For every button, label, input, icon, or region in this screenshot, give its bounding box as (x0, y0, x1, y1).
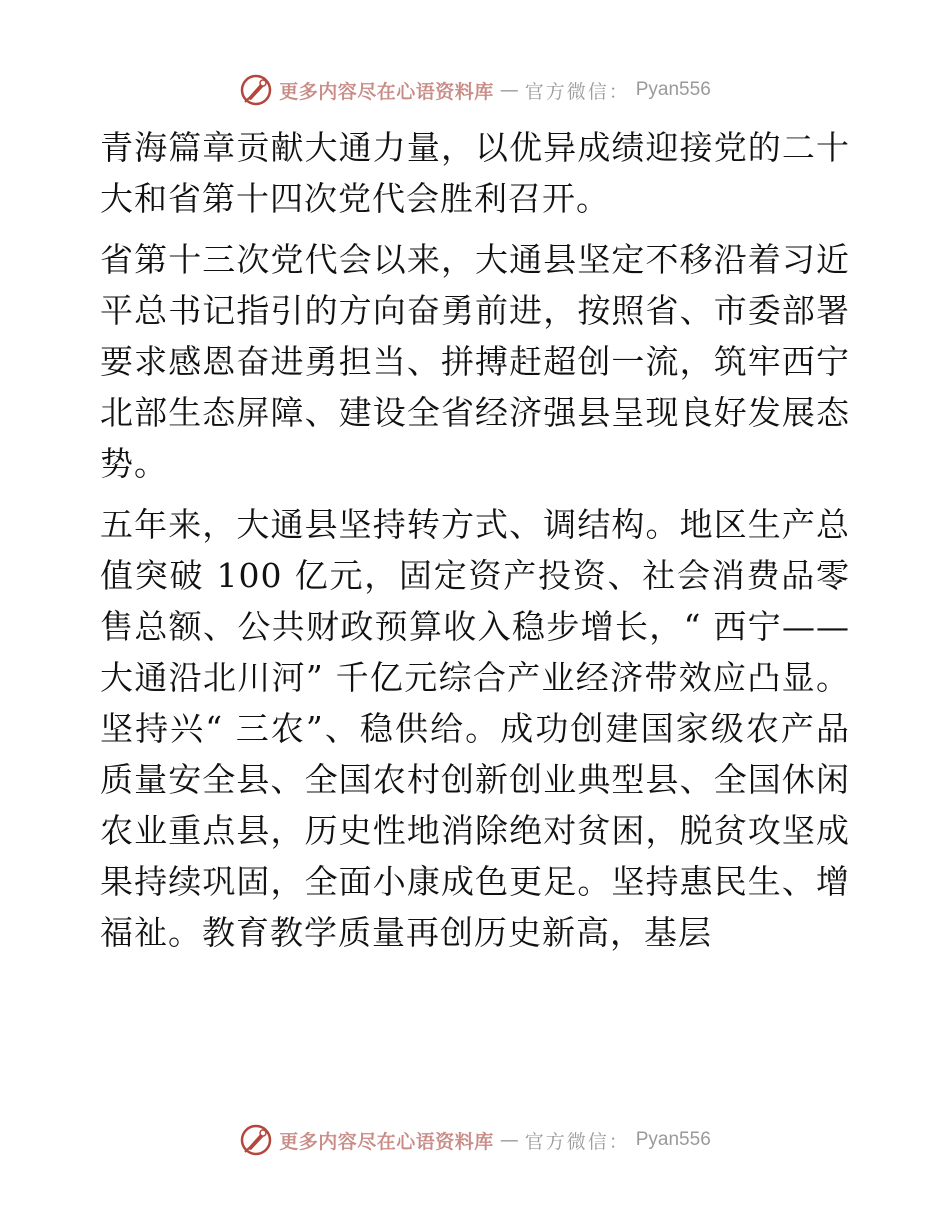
watermark-separator: — (499, 79, 519, 101)
watermark-label: 官方微信： (524, 80, 630, 103)
watermark-brand: 更多内容尽在心语资料库 (279, 1130, 494, 1153)
footer-watermark (0, 1120, 950, 1160)
paragraph-2: 省第十三次党代会以来，大通县坚定不移沿着习近平总书记指引的方向奋勇前进，按照省、市委部署要求感恩奋进勇担当、拼搏赶超创一流，筑牢西宁北部生态屏障、建设全省经济强县呈现良好发展态势。 (100, 240, 850, 483)
paragraph-1: 青海篇章贡献大通力量，以优异成绩迎接党的二十大和省第十四次党代会胜利召开。 (100, 128, 850, 218)
watermark-brand: 更多内容尽在心语资料库 (279, 80, 494, 103)
header-watermark (0, 70, 950, 110)
watermark-account: Pyan556 (635, 1129, 711, 1150)
document-body (100, 122, 850, 968)
watermark-separator: — (499, 1129, 519, 1151)
quill-logo-icon (239, 1123, 273, 1157)
quill-logo-icon (239, 73, 273, 107)
paragraph-3: 五年来，大通县坚持转方式、调结构。地区生产总值突破 100 亿元，固定资产投资、社会消费品零售总额、公共财政预算收入稳步增长，“ 西宁——大通沿北川河” 千亿元综合产业经济带效应凸显。坚持兴“ 三农”、稳供给。成功创建国家级农产品质量安全县、全国农村创新创业典型县、全国休闲农业重点县，历史性地消除绝对贫困，脱贫攻坚成果持续巩固，全面小康成色更足。坚持惠民生、增福祉。教育教学质量再创历史新高，基层 (100, 505, 850, 952)
watermark-account: Pyan556 (635, 79, 711, 100)
watermark-label: 官方微信： (524, 1130, 630, 1153)
